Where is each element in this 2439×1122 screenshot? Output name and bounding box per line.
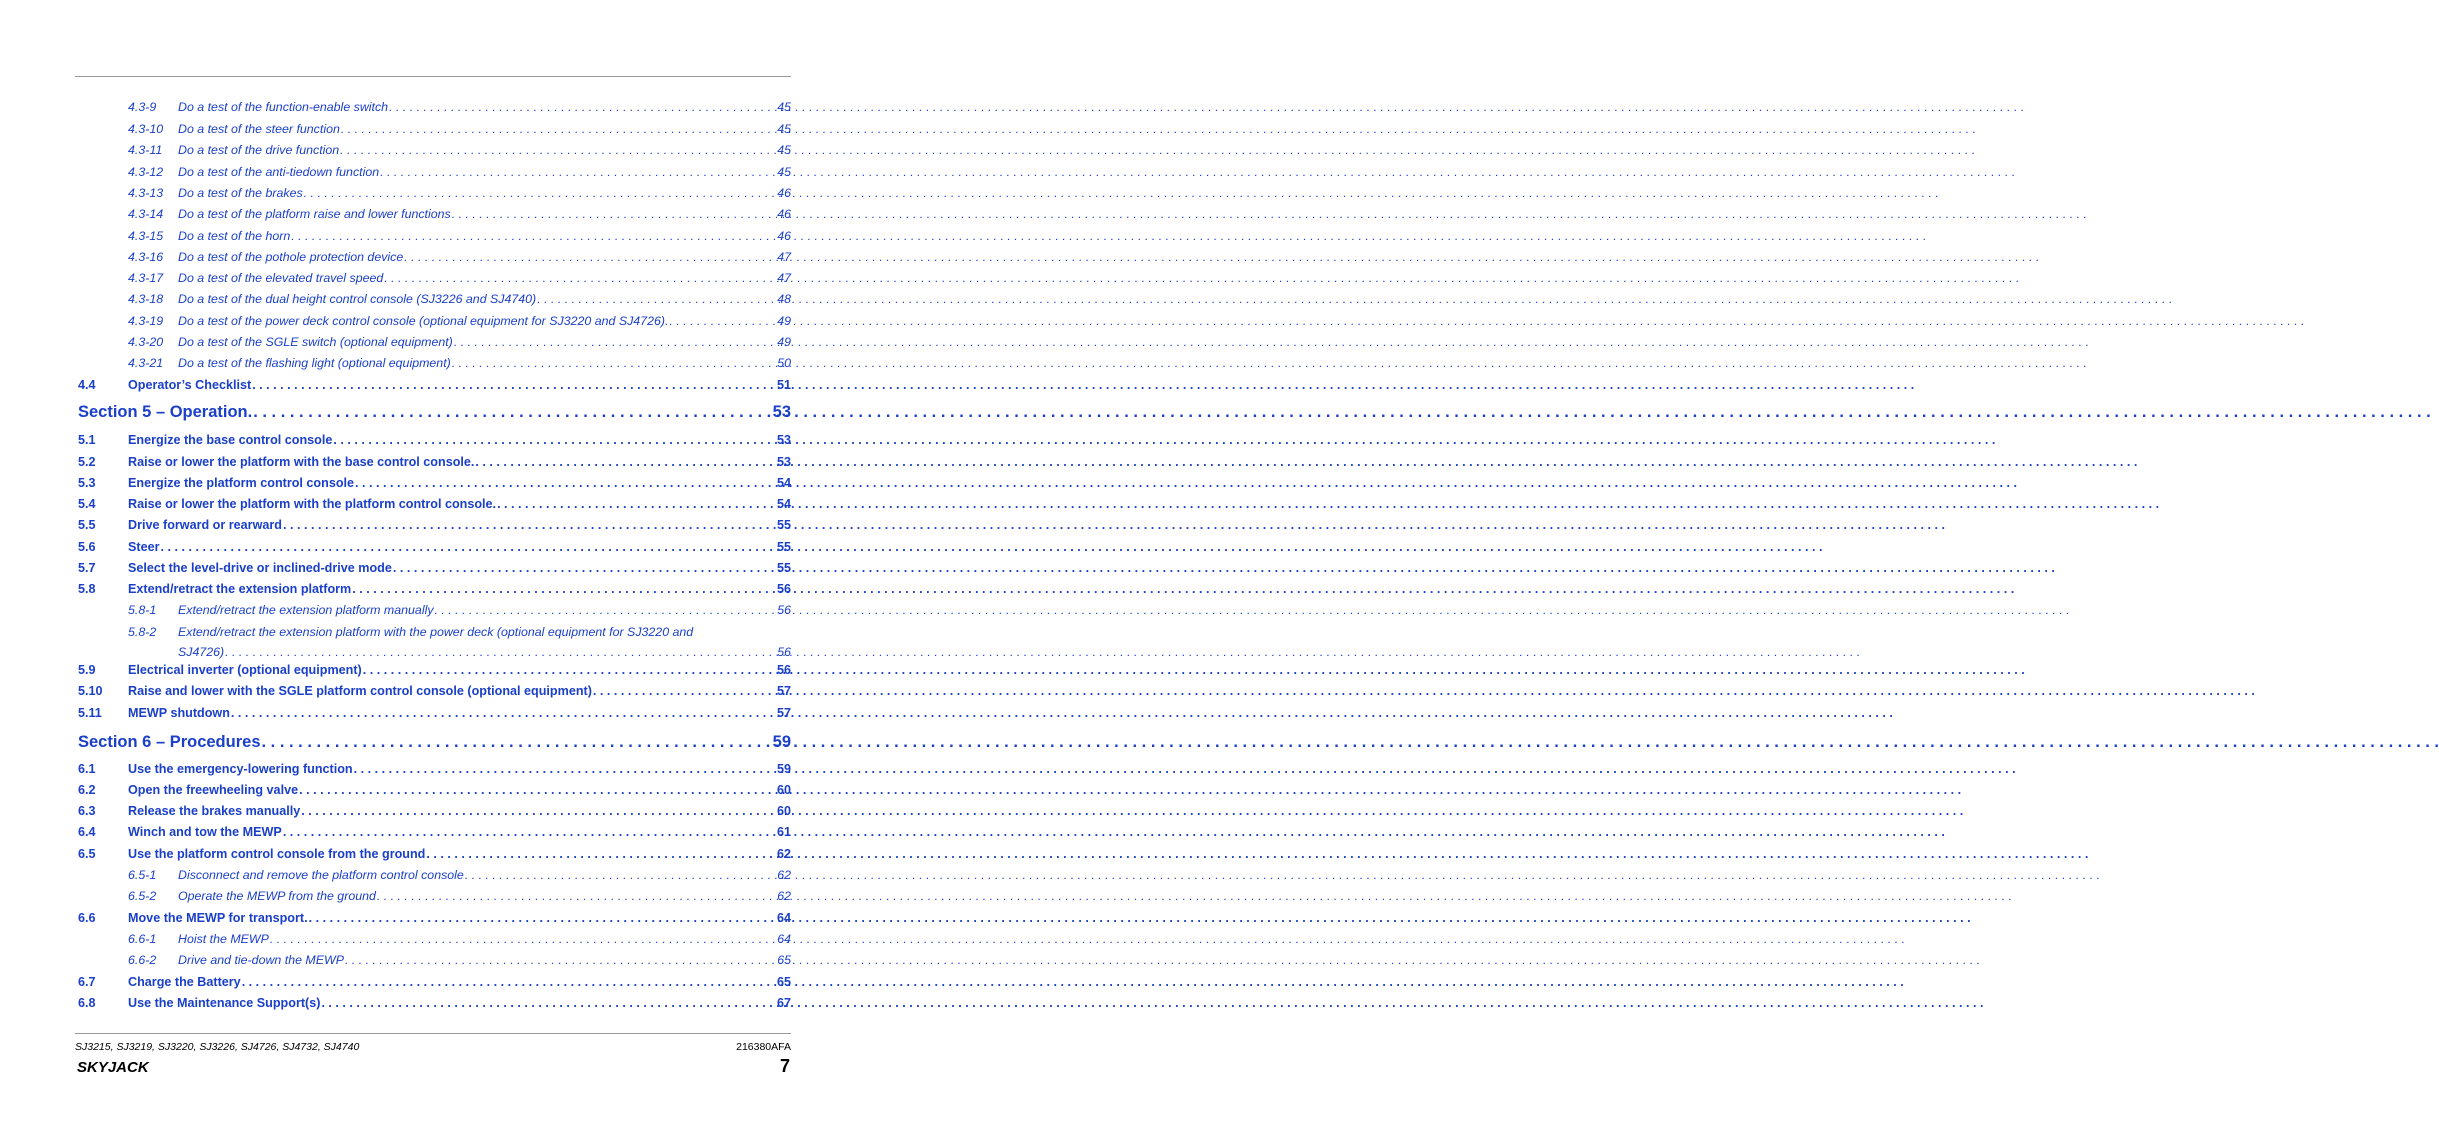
toc-entry-page: 46: [777, 229, 791, 243]
toc-entry[interactable]: [78, 540, 791, 554]
toc-entry[interactable]: [78, 804, 791, 818]
toc-leader-dots: [320, 996, 777, 1010]
toc-leader-dots: [425, 847, 777, 861]
toc-entry-title: Operate the MEWP from the ground: [178, 889, 376, 903]
toc-entry-number: 5.10: [78, 684, 103, 698]
toc-entry-page: 64: [776, 911, 791, 925]
toc-entry-page: 46: [777, 186, 791, 200]
toc-entry-page: 53: [776, 433, 791, 447]
toc-entry-number: 4.3-10: [128, 122, 164, 136]
toc-entry-page: 45: [777, 143, 791, 157]
toc-entry[interactable]: [78, 932, 791, 946]
toc-entry-title: Use the Maintenance Support(s): [128, 996, 321, 1010]
toc-leader-dots: [160, 540, 777, 554]
toc-leader-dots: [269, 932, 777, 946]
toc-leader-dots: [300, 804, 777, 818]
toc-entry[interactable]: [78, 271, 791, 285]
toc-entry-number: 4.3-20: [128, 335, 164, 349]
toc-entry-number: 6.3: [78, 804, 96, 818]
toc-entry[interactable]: [78, 229, 791, 243]
toc-entry[interactable]: [78, 143, 791, 157]
toc-entry-page: 53: [776, 455, 791, 469]
toc-leader-dots: [383, 271, 777, 285]
toc-entry-title: Section 6 – Procedures: [78, 733, 261, 751]
toc-entry-page: 48: [777, 292, 791, 306]
toc-entry-page: 45: [777, 100, 791, 114]
toc-leader-dots: [303, 186, 778, 200]
toc-leader-dots: [339, 143, 777, 157]
toc-entry[interactable]: [78, 911, 791, 925]
toc-entry[interactable]: [78, 975, 791, 989]
toc-entry-title: Select the level-drive or inclined-drive mode: [128, 561, 392, 575]
toc-entry-number: 4.3-16: [128, 250, 164, 264]
toc-entry-title: Drive forward or rearward: [128, 518, 282, 532]
toc-leader-dots: [354, 476, 777, 490]
toc-entry-title: Winch and tow the MEWP: [128, 825, 282, 839]
toc-entry-title: Energize the platform control console: [128, 476, 355, 490]
toc-entry-title: Extend/retract the extension platform: [128, 582, 352, 596]
toc-entry-page: 45: [777, 165, 791, 179]
toc-entry-number: 6.1: [78, 762, 96, 776]
toc-entry-title-continued: SJ4726): [178, 645, 225, 659]
toc-entry-title: Extend/retract the extension platform with the power deck (optional equipment for SJ3220 and: [178, 625, 694, 639]
toc-entry-title: Do a test of the dual height control console (SJ3226 and SJ4740): [178, 292, 537, 306]
toc-entry-title: Do a test of the platform raise and lower functions: [178, 207, 451, 221]
toc-entry[interactable]: [78, 250, 791, 264]
toc-entry-title: Use the emergency-lowering function: [128, 762, 353, 776]
toc-entry[interactable]: [78, 497, 791, 511]
toc-entry-page: 46: [777, 207, 791, 221]
toc-entry-page: 65: [776, 975, 791, 989]
toc-leader-dots: [434, 603, 778, 617]
toc-leader-dots: [668, 314, 777, 328]
toc-entry-page: 57: [776, 706, 791, 720]
toc-entry-title: Electrical inverter (optional equipment): [128, 663, 362, 677]
toc-entry-number: 5.2: [78, 455, 96, 469]
toc-entry-page: 50: [777, 356, 791, 370]
toc-entry-page: 49: [777, 335, 791, 349]
toc-entry-title: Use the platform control console from the ground: [128, 847, 426, 861]
toc-entry-title: Do a test of the SGLE switch (optional equipment): [178, 335, 453, 349]
toc-leader-dots: [376, 889, 777, 903]
toc-entry[interactable]: [78, 165, 791, 179]
toc-entry-page: 55: [776, 540, 791, 554]
toc-entry[interactable]: [78, 207, 791, 221]
toc-entry-page: 65: [777, 953, 791, 967]
toc-entry-number: 5.3: [78, 476, 96, 490]
toc-entry-title: Extend/retract the extension platform manually: [178, 603, 434, 617]
toc-entry-page: 61: [776, 825, 791, 839]
toc-entry-title: MEWP shutdown: [128, 706, 230, 720]
toc-leader-dots: [282, 825, 777, 839]
toc-entry[interactable]: [78, 100, 791, 114]
toc-entry-title: Steer: [128, 540, 160, 554]
toc-entry-number: 4.3-18: [128, 292, 164, 306]
toc-entry-number: 6.5: [78, 847, 96, 861]
toc-entry-number: 4.3-9: [128, 100, 157, 114]
toc-entry-number: 5.6: [78, 540, 96, 554]
toc-leader-dots: [392, 561, 777, 575]
toc-leader-dots: [362, 663, 777, 677]
toc-entry-number: 6.5-1: [128, 868, 157, 882]
toc-entry-title: Raise or lower the platform with the base control console.: [128, 455, 475, 469]
toc-entry[interactable]: [78, 356, 791, 370]
toc-entry-page: 56: [776, 582, 791, 596]
toc-entry[interactable]: [78, 953, 791, 967]
toc-leader-dots: [451, 356, 777, 370]
toc-entry[interactable]: [78, 335, 791, 349]
toc-entry-number: 5.5: [78, 518, 96, 532]
toc-entry-title: Raise and lower with the SGLE platform control console (optional equipment): [128, 684, 592, 698]
toc-leader-dots: [474, 455, 777, 469]
toc-entry-number: 6.2: [78, 783, 96, 797]
toc-entry-number: 4.3-12: [128, 165, 164, 179]
toc-entry-page: 62: [777, 868, 791, 882]
toc-entry[interactable]: [78, 561, 791, 575]
toc-entry[interactable]: [178, 645, 791, 659]
toc-entry-title: Operator’s Checklist: [128, 378, 252, 392]
toc-entry-number: 4.3-17: [128, 271, 164, 285]
toc-entry[interactable]: [78, 476, 791, 490]
toc-entry-title: Do a test of the horn: [178, 229, 291, 243]
toc-entry[interactable]: [78, 378, 791, 392]
toc-leader-dots: [298, 783, 777, 797]
toc-entry[interactable]: [78, 433, 791, 447]
toc-entry-page: 55: [776, 561, 791, 575]
toc-entry[interactable]: [78, 868, 791, 882]
toc-entry[interactable]: [78, 889, 791, 903]
toc-leader-dots: [351, 582, 777, 596]
toc-entry-number: 4.4: [78, 378, 96, 392]
toc-entry-title: Release the brakes manually: [128, 804, 301, 818]
toc-entry[interactable]: [78, 996, 791, 1010]
toc-entry-page: 62: [777, 889, 791, 903]
toc-entry-number: 6.6: [78, 911, 96, 925]
toc-entry-title: Energize the base control console: [128, 433, 333, 447]
toc-leader-dots: [403, 250, 777, 264]
toc-entry-number: 5.7: [78, 561, 96, 575]
toc-entry-page: 55: [776, 518, 791, 532]
toc-entry-page: 47: [777, 271, 791, 285]
toc-leader-dots: [224, 645, 777, 659]
toc-entry-number: 5.9: [78, 663, 96, 677]
toc-entry-number: 5.4: [78, 497, 96, 511]
toc-entry-page: 47: [777, 250, 791, 264]
footer-models: SJ3215, SJ3219, SJ3220, SJ3226, SJ4726, SJ4732, SJ4740: [75, 1041, 360, 1053]
toc-leader-dots: [308, 911, 777, 925]
toc-entry[interactable]: [78, 684, 791, 698]
footer-rule: [75, 1033, 791, 1034]
toc-leader-dots: [353, 762, 777, 776]
toc-entry-number: 4.3-15: [128, 229, 164, 243]
toc-entry-title: Do a test of the anti-tiedown function: [178, 165, 380, 179]
logo-text: SKYJACK: [77, 1059, 149, 1076]
toc-entry[interactable]: [78, 847, 791, 861]
toc-entry[interactable]: [78, 292, 791, 306]
toc-entry-page: 62: [776, 847, 791, 861]
toc-entry-number: 4.3-19: [128, 314, 164, 328]
toc-leader-dots: [344, 953, 777, 967]
toc-entry-page: 53: [772, 403, 791, 421]
toc-entry-page: 60: [776, 783, 791, 797]
toc-leader-dots: [451, 207, 777, 221]
toc-leader-dots: [379, 165, 777, 179]
toc-entry-page: 60: [776, 804, 791, 818]
toc-leader-dots: [252, 403, 772, 422]
skyjack-logo-icon: [77, 1058, 169, 1076]
toc-entry-number: 4.3-14: [128, 207, 164, 221]
toc-entry-title: Disconnect and remove the platform control console: [178, 868, 464, 882]
toc-entry-number: 4.3-13: [128, 186, 164, 200]
toc-entry[interactable]: [78, 186, 791, 200]
toc-entry-number: 4.3-11: [128, 143, 163, 157]
toc-entry[interactable]: [78, 825, 791, 839]
toc-entry-title: Do a test of the drive function: [178, 143, 340, 157]
toc-entry-page: 56: [777, 645, 791, 659]
toc-entry-title: Open the freewheeling valve: [128, 783, 299, 797]
toc-entry-number: 5.8-2: [128, 625, 157, 639]
toc-entry-number: 6.4: [78, 825, 96, 839]
toc-entry-title: Charge the Battery: [128, 975, 241, 989]
toc-leader-dots: [536, 292, 777, 306]
toc-entry-page: 45: [777, 122, 791, 136]
toc-entry-title: Do a test of the brakes: [178, 186, 303, 200]
toc-entry[interactable]: [78, 625, 791, 639]
toc-entry-page: 67: [776, 996, 791, 1010]
toc-entry-page: 56: [776, 663, 791, 677]
toc-leader-dots: [332, 433, 777, 447]
toc-entry-number: 5.8: [78, 582, 96, 596]
toc-entry-number: 5.11: [78, 706, 102, 720]
skyjack-logo: [77, 1058, 169, 1076]
toc-entry-title: Raise or lower the platform with the platform control console.: [128, 497, 497, 511]
toc-entry-number: 6.6-1: [128, 932, 157, 946]
toc-entry-number: 6.5-2: [128, 889, 157, 903]
toc-leader-dots: [251, 378, 777, 392]
toc-entry[interactable]: [78, 733, 791, 752]
toc-leader-dots: [340, 122, 777, 136]
toc-leader-dots: [464, 868, 777, 882]
toc-entry-number: 6.8: [78, 996, 96, 1010]
toc-entry[interactable]: [78, 518, 791, 532]
toc-entry-title: Move the MEWP for transport.: [128, 911, 308, 925]
toc-leader-dots: [241, 975, 777, 989]
toc-entry-title: Do a test of the flashing light (optional equipment): [178, 356, 451, 370]
toc-entry[interactable]: [78, 762, 791, 776]
toc-entry-page: 51: [776, 378, 791, 392]
toc-leader-dots: [496, 497, 777, 511]
toc-entry[interactable]: [78, 455, 791, 469]
toc-entry[interactable]: [78, 314, 791, 328]
toc-entry[interactable]: [78, 403, 791, 422]
toc-entry-title: Do a test of the pothole protection device: [178, 250, 404, 264]
toc-leader-dots: [388, 100, 777, 114]
footer-doc-number: 216380AFA: [736, 1041, 791, 1053]
page-number: 7: [779, 1056, 790, 1076]
toc-leader-dots: [261, 733, 773, 752]
toc-entry[interactable]: [78, 783, 791, 797]
toc-entry-page: 49: [777, 314, 791, 328]
toc-entry-page: 59: [772, 733, 791, 751]
toc-entry-number: 5.1: [78, 433, 96, 447]
toc-entry[interactable]: [78, 603, 791, 617]
toc-leader-dots: [592, 684, 777, 698]
toc-entry-number: 4.3-21: [128, 356, 164, 370]
toc-leader-dots: [282, 518, 777, 532]
toc-entry-number: 6.7: [78, 975, 96, 989]
toc-entry-page: 56: [777, 603, 791, 617]
toc-entry-page: 54: [776, 476, 791, 490]
toc-entry-title: Do a test of the power deck control console (optional equipment for SJ3220 and SJ4726).: [178, 314, 669, 328]
toc-leader-dots: [230, 706, 777, 720]
toc-entry-title: Do a test of the function-enable switch: [178, 100, 389, 114]
toc-entry-number: 5.8-1: [128, 603, 157, 617]
toc-leader-dots: [453, 335, 777, 349]
toc-entry-title: Section 5 – Operation.: [78, 403, 253, 421]
toc-entry[interactable]: [78, 122, 791, 136]
toc-entry-title: Do a test of the elevated travel speed: [178, 271, 384, 285]
toc-entry-title: Hoist the MEWP: [178, 932, 269, 946]
toc-entry[interactable]: [78, 706, 791, 720]
toc-entry-page: 57: [776, 684, 791, 698]
toc-entry-number: 6.6-2: [128, 953, 157, 967]
header-rule: [75, 76, 791, 77]
toc-entry[interactable]: [78, 663, 791, 677]
toc-entry-title: Do a test of the steer function: [178, 122, 340, 136]
toc-entry-page: 59: [776, 762, 791, 776]
toc-entry-page: 64: [777, 932, 791, 946]
toc-entry[interactable]: [78, 582, 791, 596]
toc-entry-page: 54: [776, 497, 791, 511]
toc-leader-dots: [290, 229, 777, 243]
toc-entry-title: Drive and tie-down the MEWP: [178, 953, 344, 967]
